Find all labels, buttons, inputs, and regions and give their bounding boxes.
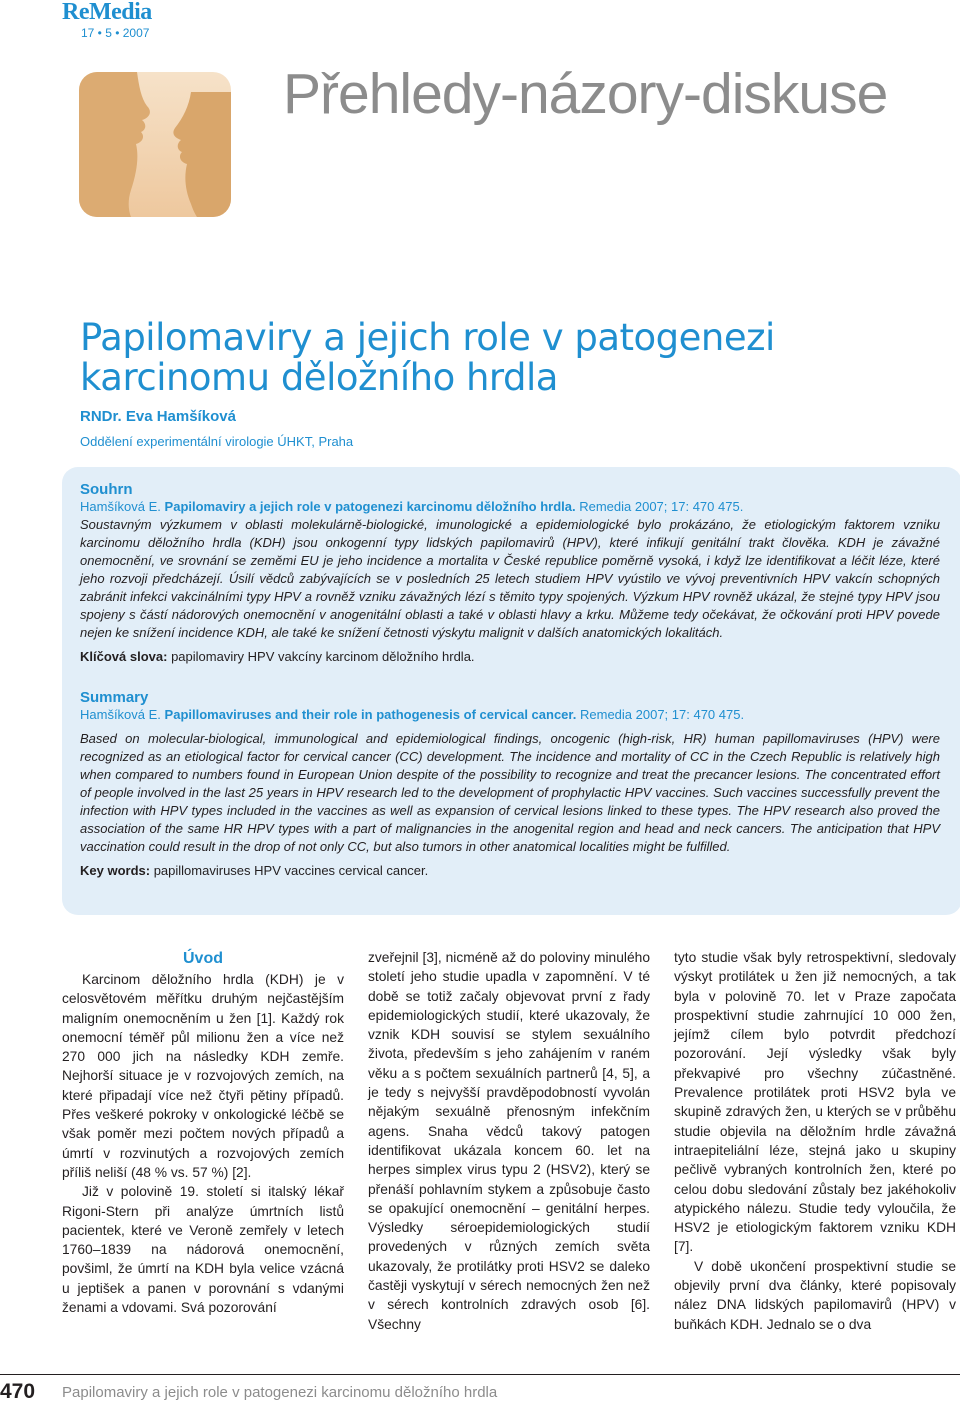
keywords-label: Key words:: [80, 863, 151, 878]
abstract-cz: [80, 481, 940, 666]
abstract-en: [80, 689, 940, 880]
abstract-box: [62, 467, 960, 915]
footer-divider: [0, 1374, 960, 1375]
body-column-3: [674, 948, 956, 1334]
citation-source: Remedia 2007; 17: 470 475.: [579, 499, 744, 514]
keywords-label: Klíčová slova:: [80, 649, 168, 664]
journal-logo: ReMedia: [62, 0, 152, 25]
citation-authors: Hamšíková E.: [80, 499, 161, 514]
abstract-en-citation: [80, 706, 940, 724]
faces-illustration: [79, 72, 231, 217]
citation-source: Remedia 2007; 17: 470 475.: [580, 707, 745, 722]
section-title: Přehledy-názory-diskuse: [283, 62, 888, 126]
paragraph: zveřejnil [3], nicméně až do poloviny minulého století jeho studie upadla v zapomnění. V té době se totiž začaly objevovat první z řady epidemiologických studií, které ukazovaly, že vznik KDH souvisí se stylem sexuálního života, především s jeho zahájením v raném věku a s počtem sexuálních partnerů [4, 5], a je tedy s nejvyšší pravděpodobností vyvolán nějakým sexuálně přenosným infekčním agens. Snaha vědců takový patogen identifikovat ukázala koncem 60. let na herpes simplex virus typu 2 (HSV2), který se přenáší pohlavním stykem a způsobuje často se opakující onemocnění – genitální herpes. Výsledky séroepidemiologických studií provedených v různých zemích světa ukazovaly, že protilátky proti HSV2 se daleko častěji vyskytují v sérech nemocných žen než v sérech kontrolních zdravých osob [6]. Všechny: [368, 950, 650, 1332]
citation-authors: Hamšíková E.: [80, 707, 161, 722]
keywords-value: papilomaviry HPV vakcíny karcinom děložního hrdla.: [171, 649, 475, 664]
abstract-cz-heading: Souhrn: [80, 481, 133, 498]
article-title: Papilomaviry a jejich role v patogenezi karcinomu děložního hrdla: [80, 316, 775, 399]
abstract-en-heading: Summary: [80, 689, 149, 706]
keywords-value: papillomaviruses HPV vaccines cervical cancer.: [153, 863, 429, 878]
paragraph: Již v polovině 19. století si italský lékař Rigoni-Stern při analýze úmrtních listů pacientek, které ve Veroně zemřely v letech 1760–1839 na nádorová onemocnění, povšiml, že úmrtí na KDH byla velice vzácná u jeptišek a panen v porovnání s vdanými ženami a vdovami. Svá pozorování: [62, 1184, 344, 1316]
page-number: 470: [0, 1380, 36, 1403]
paragraph: tyto studie však byly retrospektivní, sledovaly výskyt protilátek u žen již nemocných, a tak byla v polovině 70. let v Praze započata prospektivní studie zahrnující 10 000 žen, jejímž cílem bylo potvrdit předchozí pozorování. Její výsledky však byly překvapivé pro všechny zúčastněné. Prevalence protilátek proti HSV2 byla ve skupině zdravých žen, u kterých se v průběhu studie objevila na děložním hrdle závažná intraepiteliální léze, stejná jako u skupiny pečlivě vybraných kontrolních žen, které po celou dobu sledování zůstaly bez jakéhokoliv atypického nálezu. Studie tedy vyloučila, že HSV2 je etiologickým faktorem vzniku KDH [7].: [674, 950, 956, 1255]
abstract-cz-keywords: [80, 648, 940, 666]
intro-heading: Úvod: [183, 950, 223, 967]
abstract-cz-text: Soustavným výzkumem v oblasti molekulárně-biologické, imunologické a epidemiologické bylo prokázáno, že etiologickým faktorem vzniku karcinomu děložního hrdla (KDH) jsou onkogenní typy lidských papilomavirů (HPV), které infikují genitální trakt člověka. KDH je závažné onemocnění, ve srovnání se zeměmi EU je jeho incidence a mortalita v České republice poměrně vysoká, i když lze identifikovat a léčit léze, které jeho rozvoji předcházejí. Úsilí vědců zabývajících se v posledních 25 letech studiem HPV vyústilo ve vývoj preventivních HPV vakcín schopných zabránit infekci vakcinálními typy HPV a rovněž vzniku závažných lézí s těmito typy spojených. Výzkum HPV rovněž ukázal, že stejné typy HPV jsou spojeny s částí nádorových onemocnění v anogenitální oblasti a také v oblasti hlavy a krku. Můžeme tedy očekávat, že očkování proti HPV povede nejen ke snížení incidence KDH, ale také ke snížení četnosti výskytu malignit v dalších anatomických lokalitách.: [80, 517, 940, 640]
issue-info: 17 • 5 • 2007: [81, 26, 150, 40]
abstract-cz-citation: [80, 498, 940, 516]
abstract-en-text: Based on molecular-biological, immunological and epidemiological findings, oncogenic (high-risk, HR) human papillomaviruses (HPV) were recognized as an etiological factor for cervical cancer (CC) development. The incidence and mortality of CC in the Czech Republic is relatively high when compared to numbers found in European Union despite of the possibility to recognize and treat the precancer lesions. The concentrated effort of people involved in the last 25 years in HPV research led to the development of prophylactic HPV vaccines. Such vaccines successfully prevent the infection with HPV types included in the vaccines as well as expansion of cervical lesions linked to these types. The HPV research also proved the association of the same HR HPV types with a part of malignancies in the anogenital region and head and neck cancers. The anticipation that HPV vaccination could result in the drop of not only CC, but also tumors in other anatomical localities might be fulfilled.: [80, 731, 940, 854]
body-column-2: [368, 948, 650, 1334]
author-affiliation: Oddělení experimentální virologie ÚHKT, Praha: [80, 434, 354, 449]
paragraph: Karcinom děložního hrdla (KDH) je v celosvětovém měřítku druhým nejčastějším maligním onemocněním u žen [1]. Každý rok onemocní téměř půl milionu žen a více než 270 000 jich na následky KDH zemře. Nejhorší situace je v rozvojových zemích, na které připadají více než čtyři pětiny případů. Přes veškeré pokroky v onkologické léčbě se však poměr mezi počtem nových případů a úmrtí v rozvinutých a rozvojových zemích příliš neliší (48 % vs. 57 %) [2].: [62, 972, 344, 1180]
citation-title: Papillomaviruses and their role in pathogenesis of cervical cancer.: [164, 707, 577, 722]
citation-title: Papilomaviry a jejich role v patogenezi karcinomu děložního hrdla.: [164, 499, 576, 514]
paragraph: V době ukončení prospektivní studie se objevily první dva články, které popisovaly nález DNA lidských papilomavirů (HPV) v buňkách KDH. Jednalo se o dva: [674, 1258, 956, 1332]
abstract-en-keywords: [80, 862, 940, 880]
body-column-1: [62, 948, 344, 1317]
author-name: RNDr. Eva Hamšíková: [80, 408, 236, 425]
running-title: Papilomaviry a jejich role v patogenezi karcinomu děložního hrdla: [62, 1384, 498, 1401]
